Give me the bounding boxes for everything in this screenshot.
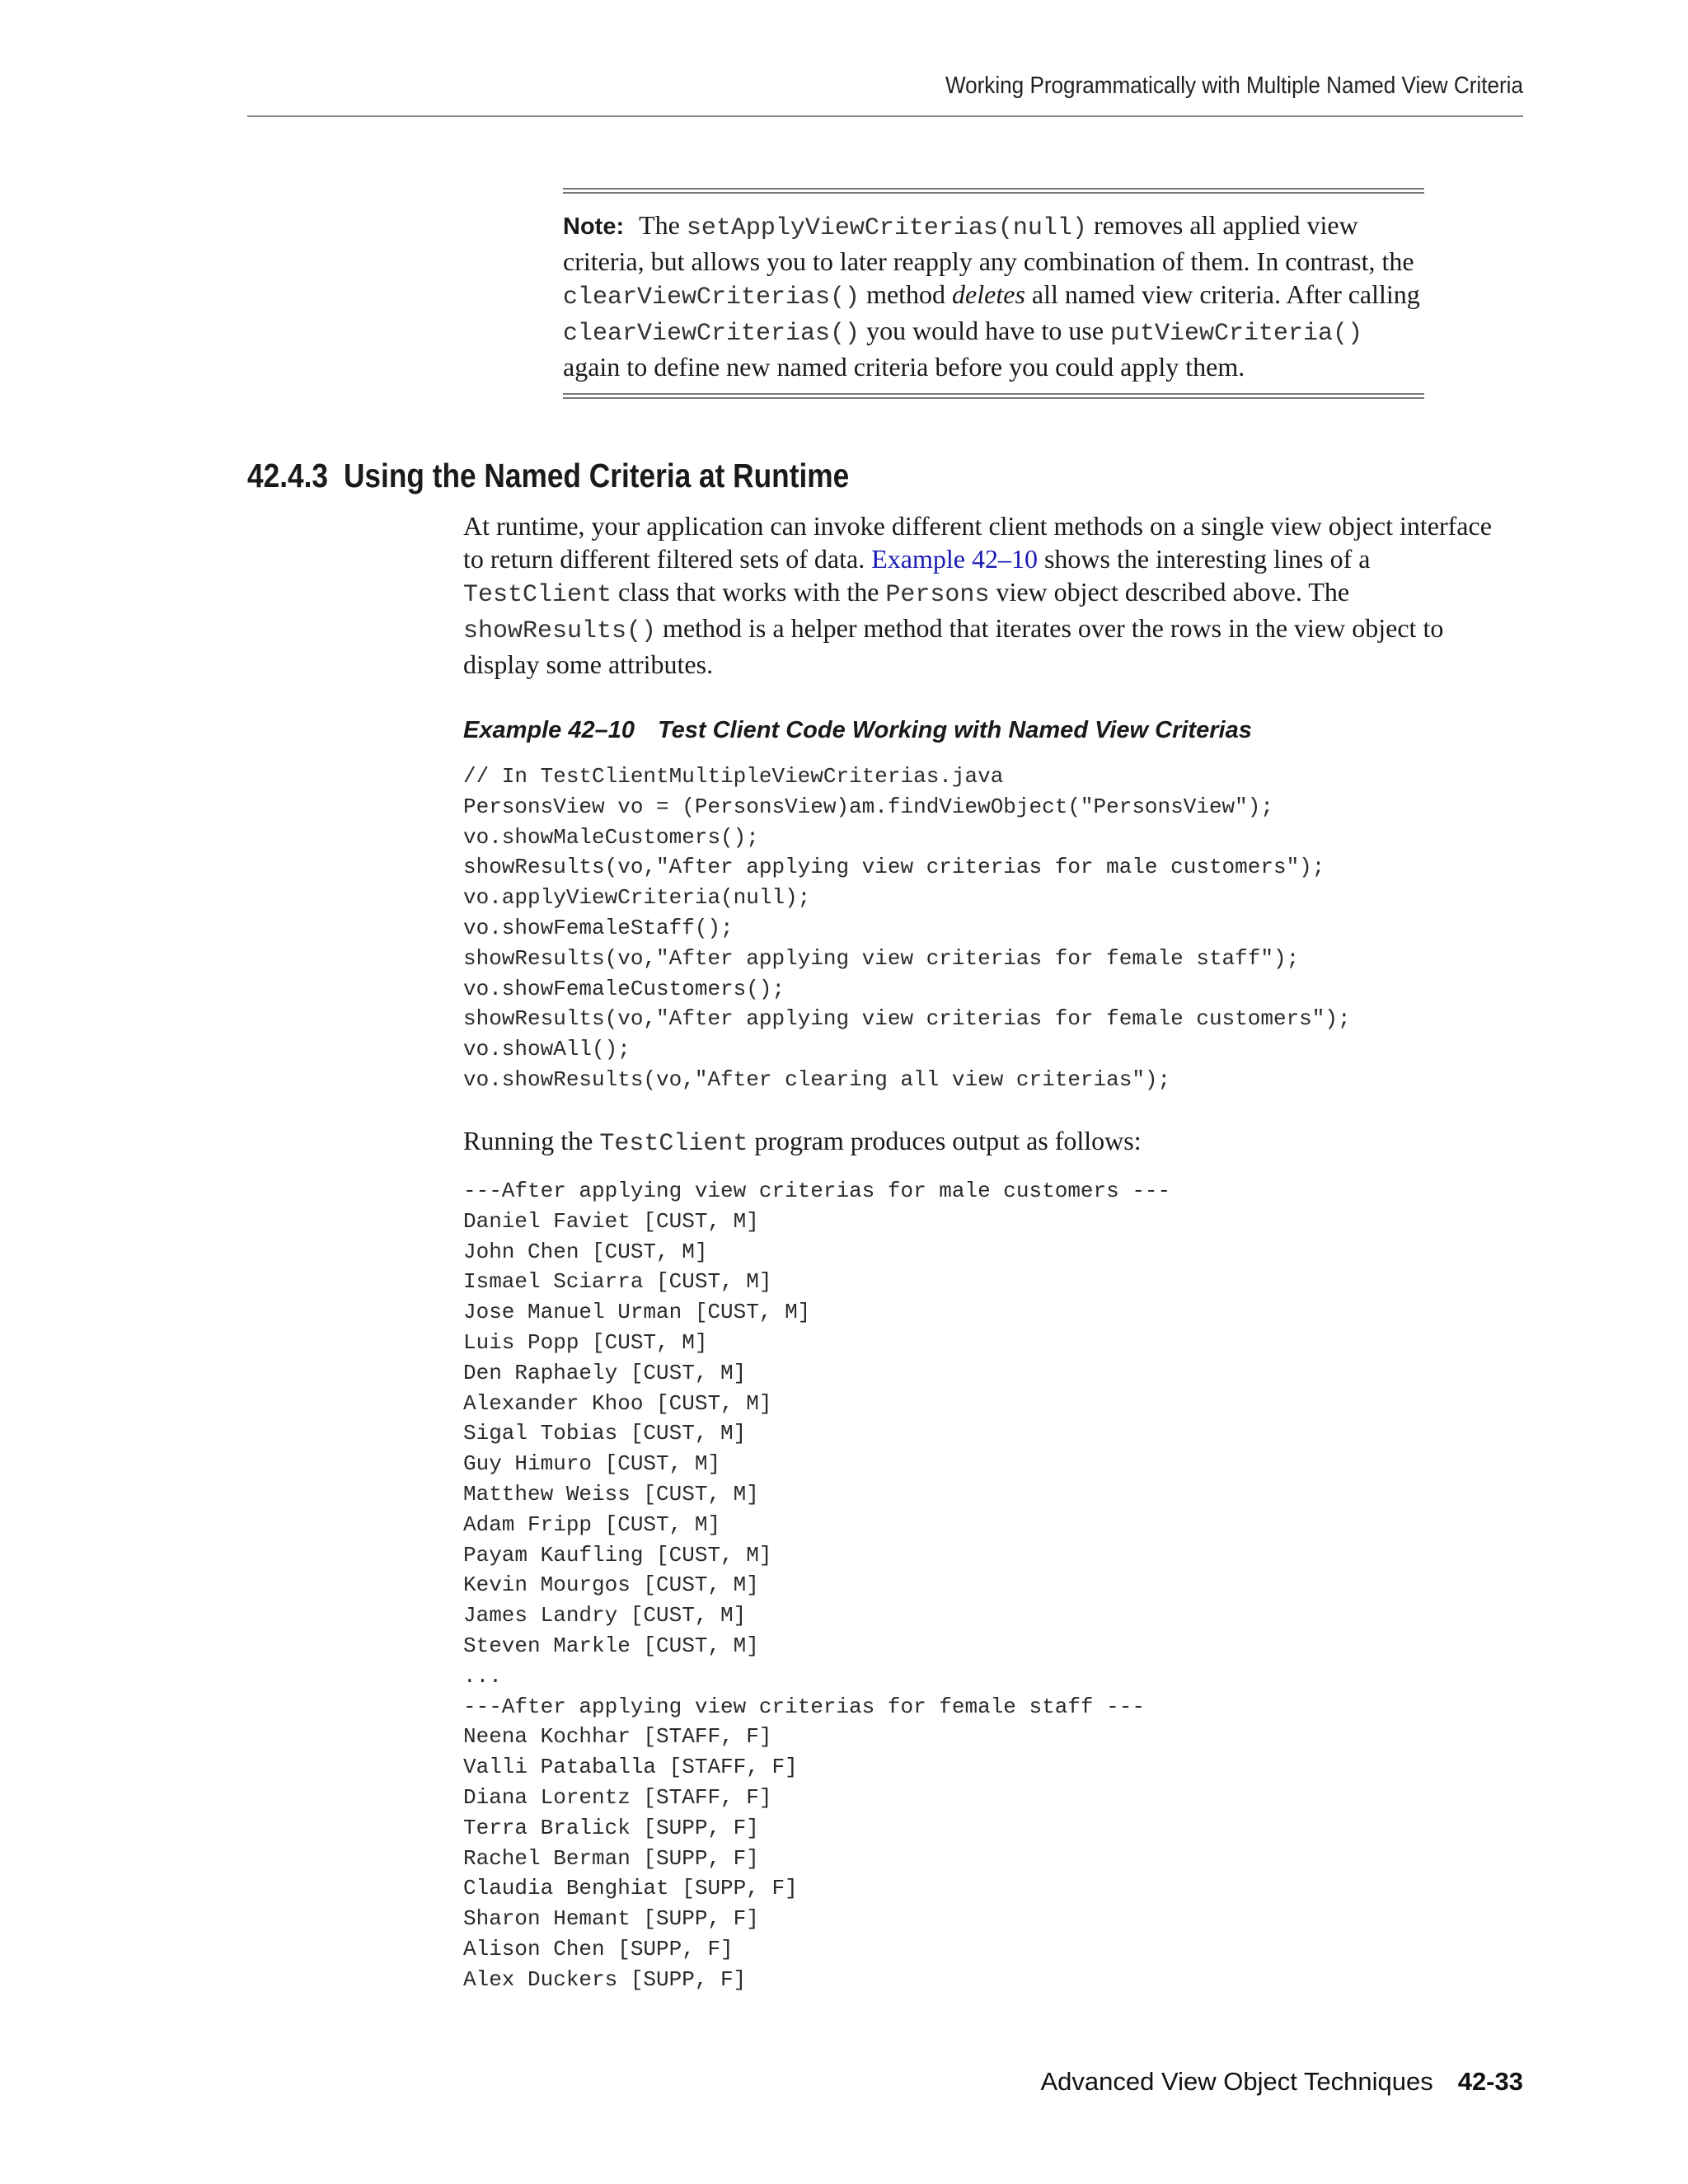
code-line: vo.showMaleCustomers(); [463,824,759,850]
output-line: Alexander Khoo [CUST, M] [463,1390,772,1416]
output-line: Ismael Sciarra [CUST, M] [463,1269,772,1295]
output-line: Sigal Tobias [CUST, M] [463,1421,747,1446]
note-top-rule [563,188,1424,194]
code-line: showResults(vo,"After applying view criterias for female staff"); [463,945,1300,971]
note-text-segment: you would have to use [860,316,1111,345]
output-line: Adam Fripp [CUST, M] [463,1511,721,1537]
output-block [463,1176,1170,1995]
intro-text-segment: method is a helper method that iterates over the rows in the view object to display some attributes. [463,613,1444,679]
code-clear-view-criterias: clearViewCriterias() [563,284,860,312]
note-text-segment: removes all applied view criteria, but allows you to later reapply any combination of them. In contrast, the [563,210,1414,276]
note-text-segment: The [639,210,687,240]
output-line: ---After applying view criterias for female staff --- [463,1694,1145,1719]
footer-chapter-title: Advanced View Object Techniques [1040,2067,1433,2096]
output-line: Terra Bralick [SUPP, F] [463,1815,759,1840]
output-line: Payam Kaufling [CUST, M] [463,1542,772,1568]
example-link[interactable]: Example 42–10 [871,544,1038,574]
code-set-apply-view-criterias: setApplyViewCriterias(null) [686,214,1087,242]
intro-text-segment: class that works with the [612,577,886,607]
note-box [563,188,1424,399]
intro-paragraph [463,509,1493,681]
intro-text-segment: view object described above. The [989,577,1350,607]
code-persons: Persons [885,581,990,609]
output-line: Sharon Hemant [SUPP, F] [463,1906,759,1932]
output-line: Guy Himuro [CUST, M] [463,1451,721,1477]
section-heading [247,457,849,495]
note-text [563,194,1424,393]
output-line: John Chen [CUST, M] [463,1239,708,1264]
note-label: Note: [563,213,625,240]
page-footer [1040,2067,1523,2097]
note-bottom-rule [563,393,1424,399]
code-line: showResults(vo,"After applying view criterias for male customers"); [463,855,1325,880]
code-line: vo.showResults(vo,"After clearing all view criterias"); [463,1066,1171,1092]
note-text-segment: again to define new named criteria before you could apply them. [563,352,1245,382]
running-paragraph [463,1124,1493,1160]
output-line: ... [463,1663,502,1689]
output-line: Valli Pataballa [STAFF, F] [463,1755,798,1780]
code-line: // In TestClientMultipleViewCriterias.java [463,764,1004,789]
intro-text-segment: shows the interesting lines of a [1037,544,1371,574]
output-line: Diana Lorentz [STAFF, F] [463,1784,772,1810]
example-number: Example 42–10 [463,717,635,743]
output-line: Claudia Benghiat [SUPP, F] [463,1876,798,1901]
code-testclient: TestClient [463,581,612,609]
output-line: Daniel Faviet [CUST, M] [463,1208,759,1234]
code-line: showResults(vo,"After applying view criterias for female customers"); [463,1006,1351,1032]
output-line: Rachel Berman [SUPP, F] [463,1845,759,1871]
output-line: Alison Chen [SUPP, F] [463,1936,734,1961]
emphasis-deletes: deletes [952,279,1025,309]
example-code-block [463,762,1351,1095]
code-line: vo.showFemaleStaff(); [463,915,734,940]
section-number: 42.4.3 [247,457,329,494]
code-put-view-criteria: putViewCriteria() [1110,320,1363,348]
header-divider [247,115,1523,117]
output-line: Kevin Mourgos [CUST, M] [463,1572,759,1598]
output-line: Steven Markle [CUST, M] [463,1633,759,1658]
code-line: vo.applyViewCriteria(null); [463,885,811,911]
output-line: ---After applying view criterias for male customers --- [463,1179,1171,1203]
output-line: Neena Kochhar [STAFF, F] [463,1724,772,1750]
section-title: Using the Named Criteria at Runtime [343,457,850,494]
code-testclient: TestClient [599,1130,748,1158]
code-show-results: showResults() [463,617,657,645]
output-line: Alex Duckers [SUPP, F] [463,1966,747,1992]
running-header: Working Programmatically with Multiple Named View Criteria [945,73,1523,99]
example-caption [463,717,1252,744]
output-line: Matthew Weiss [CUST, M] [463,1481,759,1507]
running-text-segment: Running the [463,1126,600,1155]
output-line: James Landry [CUST, M] [463,1603,747,1629]
code-line: vo.showFemaleCustomers(); [463,976,785,1001]
code-line: PersonsView vo = (PersonsView)am.findViewObject("PersonsView"); [463,794,1273,819]
code-line: vo.showAll(); [463,1037,631,1062]
note-text-segment: method [860,279,953,309]
output-line: Luis Popp [CUST, M] [463,1329,708,1355]
footer-page-number: 42-33 [1457,2067,1523,2096]
intro-text-segment: At runtime, your application can invoke different client methods on a single view object interface to return different filtered sets of data. [463,511,1492,574]
output-line: Jose Manuel Urman [CUST, M] [463,1300,811,1325]
output-line: Den Raphaely [CUST, M] [463,1360,747,1385]
code-clear-view-criterias: clearViewCriterias() [563,320,860,348]
example-title: Test Client Code Working with Named View Criterias [657,717,1252,743]
running-text-segment: program produces output as follows: [748,1126,1142,1155]
note-text-segment: all named view criteria. After calling [1025,279,1420,309]
